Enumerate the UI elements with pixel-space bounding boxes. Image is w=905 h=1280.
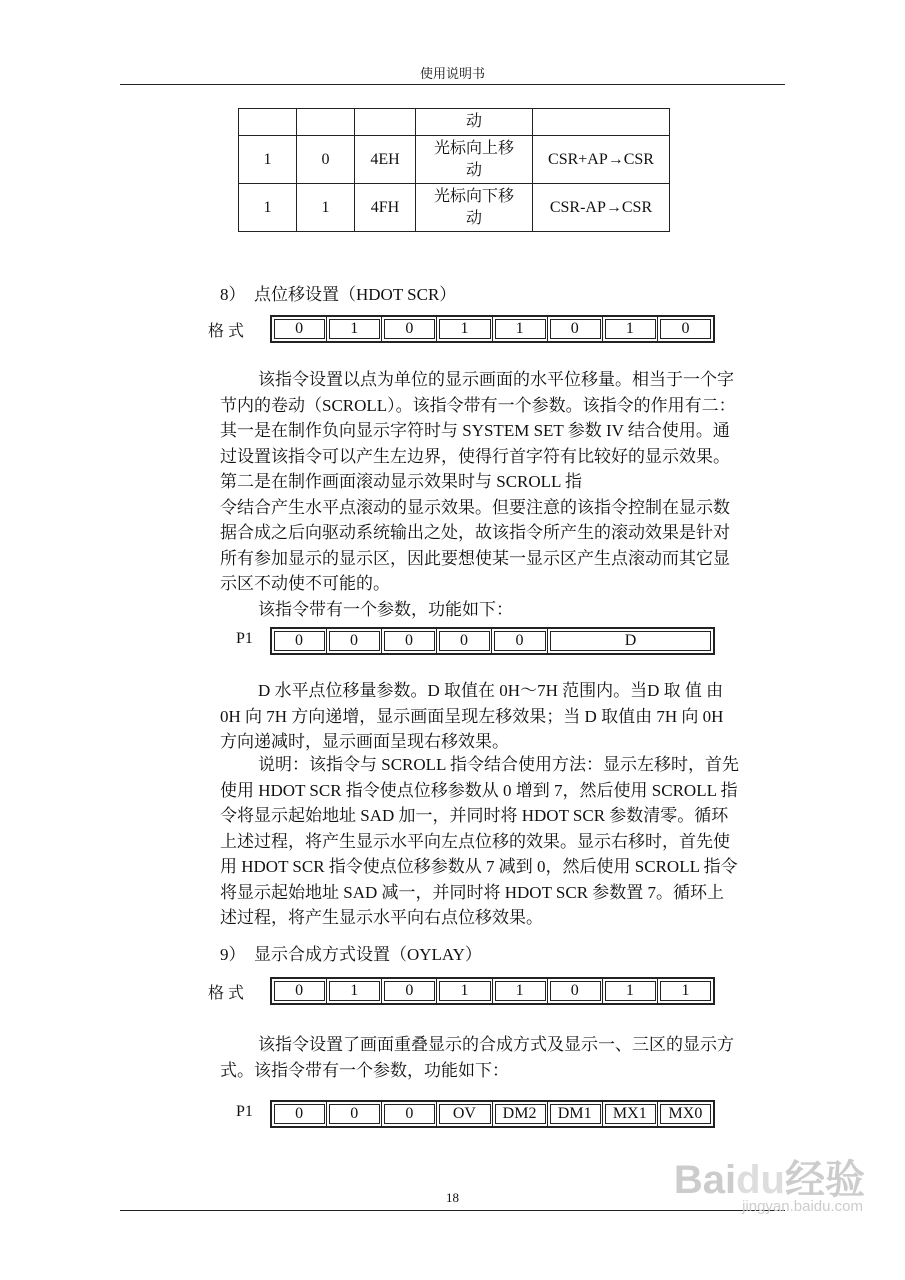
top-table <box>238 108 670 232</box>
watermark-url: jingyan.baidu.com <box>742 1198 863 1215</box>
section-9-title: 9） 显示合成方式设置（OYLAY） <box>220 945 482 964</box>
table-cell <box>239 109 297 136</box>
p1-label-9: P1 <box>236 1103 253 1120</box>
bit-cell: 0 <box>548 979 603 1003</box>
bit-cell: 0 <box>382 1102 437 1126</box>
table-row <box>239 109 670 136</box>
table-cell: 1 <box>239 184 297 232</box>
text-line: 过设置该指令可以产生左边界，使得行首字符有比较好的显示效果。 <box>220 446 730 466</box>
text-line: 令将显示起始地址 SAD 加一，并同时将 HDOT SCR 参数清零。循环 <box>220 806 729 825</box>
table-cell <box>355 109 416 136</box>
usage-note <box>220 752 780 931</box>
section-9-description <box>220 1032 780 1083</box>
baidu-watermark-logo: Baidu经验 <box>673 1158 865 1202</box>
text-line: 节内的卷动（SCROLL）。该指令带有一个参数。该指令的作用有二： <box>220 395 736 415</box>
table-cell: 0 <box>297 136 355 184</box>
bit-cell: 0 <box>548 317 603 341</box>
table-cell <box>297 109 355 136</box>
bit-cell: 0 <box>327 1102 382 1126</box>
p1-label: P1 <box>236 630 253 647</box>
footer-rule <box>120 1210 785 1211</box>
table-cell: CSR-AP→CSR <box>533 184 670 232</box>
bit-cell: 1 <box>327 979 382 1003</box>
text-line: 令结合产生水平点滚动的显示效果。但要注意的该指令控制在显示数 <box>220 497 730 517</box>
bit-cell: 0 <box>382 979 437 1003</box>
text-line: 所有参加显示的显示区，因此要想使某一显示区产生点滚动而其它显 <box>220 548 730 568</box>
text-line: 说明：该指令与 SCROLL 指令结合使用方法：显示左移时，首先 <box>258 755 740 774</box>
bit-cell: 0 <box>382 629 437 653</box>
text-line: 该指令设置以点为单位的显示画面的水平位移量。相当于一个字 <box>258 370 734 389</box>
page-header: 使用说明书 <box>419 66 485 81</box>
bit-cell: 0 <box>658 317 713 341</box>
section-8-description <box>220 367 780 622</box>
text-line: 该指令带有一个参数，功能如下： <box>258 599 513 619</box>
bit-cell: 1 <box>493 317 548 341</box>
page-number: 18 <box>446 1190 459 1205</box>
text-line: 该指令设置了画面重叠显示的合成方式及显示一、三区的显示方 <box>258 1035 734 1054</box>
text-line: 其一是在制作负向显示字符时与 SYSTEM SET 参数 IV 结合使用。通 <box>220 421 730 440</box>
text-line: D 水平点位移量参数。D 取值在 0H～7H 范围内。当D 取 值 由 <box>258 681 724 700</box>
bit-cell: MX0 <box>658 1102 713 1126</box>
text-line: 式。该指令带有一个参数，功能如下： <box>220 1060 509 1080</box>
bit-cell: 1 <box>603 979 658 1003</box>
format-bits-9 <box>270 977 715 1005</box>
bit-cell: MX1 <box>603 1102 658 1126</box>
header-rule <box>120 84 785 85</box>
bit-cell: 1 <box>658 979 713 1003</box>
text-line: 第二是在制作画面滚动显示效果时与 SCROLL 指 <box>220 472 583 491</box>
bit-cell: 0 <box>272 1102 327 1126</box>
text-line: 据合成之后向驱动系统输出之处，故该指令所产生的滚动效果是针对 <box>220 523 730 542</box>
bit-cell: DM2 <box>493 1102 548 1126</box>
section-8-title: 8） 点位移设置（HDOT SCR） <box>220 285 457 304</box>
bit-cell: D <box>548 629 713 653</box>
format-bits-8 <box>270 315 715 343</box>
text-line: 示区不动使不可能的。 <box>220 574 390 593</box>
format-label: 格 式 <box>208 323 245 340</box>
text-line: 0H 向 7H 方向递增，显示画面呈现左移效果；当 D 取值由 7H 向 0H <box>220 706 724 726</box>
text-line: 用 HDOT SCR 指令使点位移参数从 7 减到 0，然后使用 SCROLL 指令 <box>220 857 738 876</box>
p1-bits-9 <box>270 1100 715 1128</box>
bit-cell: 0 <box>327 629 382 653</box>
d-param-description <box>220 678 780 755</box>
table-cell: 光标向下移 动 <box>416 184 533 232</box>
bit-cell: 1 <box>437 317 492 341</box>
text-line: 使用 HDOT SCR 指令使点位移参数从 0 增到 7，然后使用 SCROLL 指 <box>220 780 738 800</box>
table-row <box>239 136 670 184</box>
table-cell <box>533 109 670 136</box>
table-cell: 动 <box>416 109 533 136</box>
text-line: 上述过程，将产生显示水平向左点位移的效果。显示右移时，首先使 <box>220 831 730 851</box>
text-line: 将显示起始地址 SAD 减一，并同时将 HDOT SCR 参数置 7。循环上 <box>220 882 725 902</box>
table-cell: 4FH <box>355 184 416 232</box>
text-line: 述过程，将产生显示水平向右点位移效果。 <box>220 908 543 927</box>
format-label-9: 格 式 <box>208 985 245 1002</box>
bit-cell: OV <box>437 1102 492 1126</box>
table-row <box>239 184 670 232</box>
table-cell: CSR+AP→CSR <box>533 136 670 184</box>
bit-cell: 0 <box>437 629 492 653</box>
bit-cell: 1 <box>327 317 382 341</box>
bit-cell: DM1 <box>548 1102 603 1126</box>
bit-cell: 1 <box>437 979 492 1003</box>
table-cell: 1 <box>239 136 297 184</box>
bit-cell: 1 <box>493 979 548 1003</box>
bit-cell: 1 <box>603 317 658 341</box>
table-cell: 4EH <box>355 136 416 184</box>
bit-cell: 0 <box>272 629 327 653</box>
table-cell: 光标向上移 动 <box>416 136 533 184</box>
text-line: 方向递减时，显示画面呈现右移效果。 <box>220 732 509 751</box>
bit-cell: 0 <box>272 317 327 341</box>
table-cell: 1 <box>297 184 355 232</box>
bit-cell: 0 <box>492 629 548 653</box>
bit-cell: 0 <box>272 979 327 1003</box>
bit-cell: 0 <box>382 317 437 341</box>
p1-bits-8 <box>270 627 715 655</box>
